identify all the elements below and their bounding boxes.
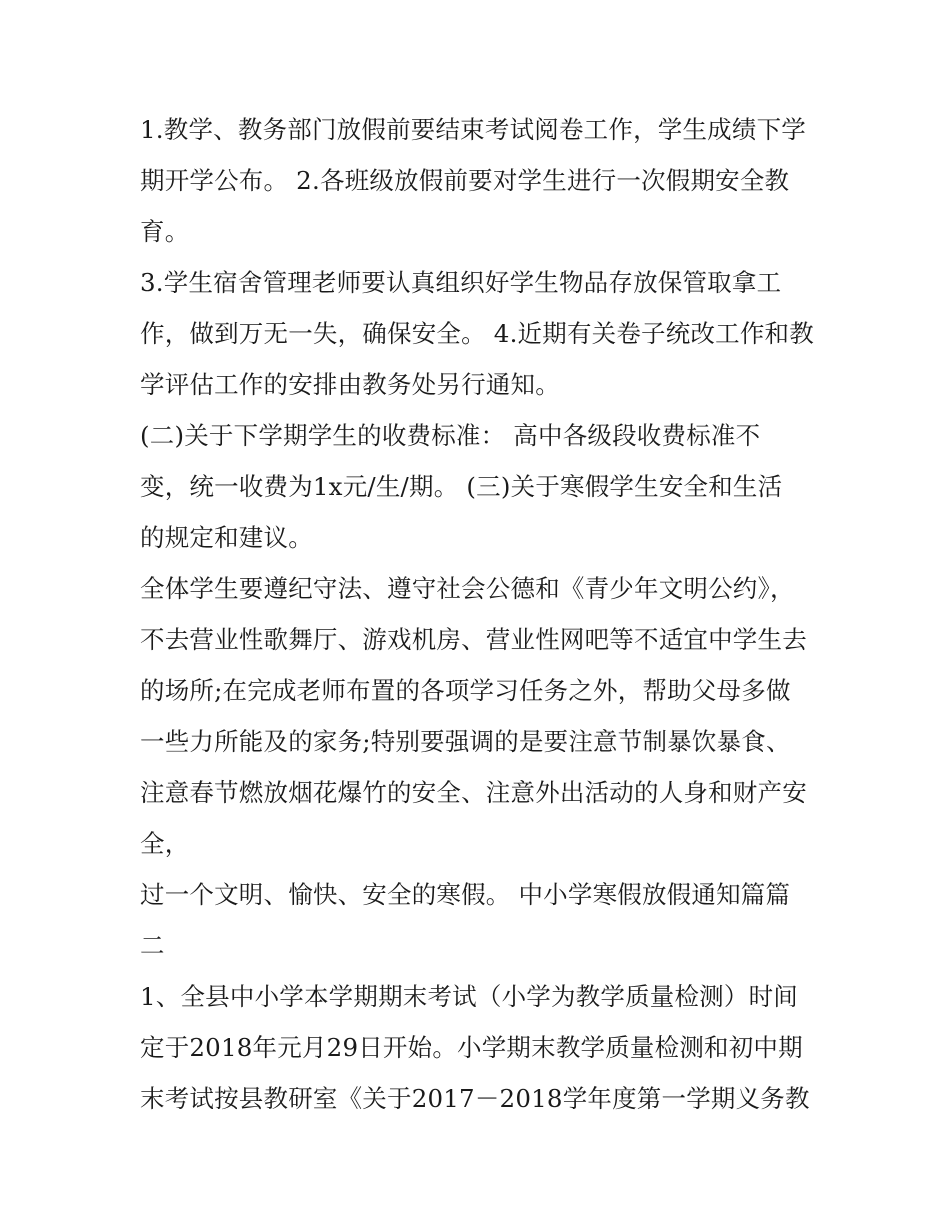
text-line: 不去营业性歌舞厅、游戏机房、营业性网吧等不适宜中学生去 bbox=[140, 625, 807, 654]
text-line: 3.学生宿舍管理老师要认真组织好学生物品存放保管取拿工 bbox=[140, 268, 782, 297]
text-line: (二)关于下学期学生的收费标准： 高中各级段收费标准不 bbox=[140, 421, 761, 450]
text-line: 1.教学、教务部门放假前要结束考试阅卷工作，学生成绩下学 bbox=[140, 115, 806, 144]
document-body bbox=[140, 104, 830, 1124]
text-line: 注意春节燃放烟花爆竹的安全、注意外出活动的人身和财产安 bbox=[140, 778, 807, 807]
text-line: 1、全县中小学本学期期末考试（小学为教学质量检测）时间 bbox=[140, 982, 798, 1011]
text-line: 的规定和建议。 bbox=[140, 523, 313, 552]
text-line: 定于2018年元月29日开始。小学期末教学质量检测和初中期 bbox=[140, 1033, 803, 1062]
text-line: 育。 bbox=[140, 217, 190, 246]
text-line: 作，做到万无一失，确保安全。 4.近期有关卷子统改工作和教 bbox=[140, 319, 814, 348]
text-line: 变，统一收费为1x元/生/期。 (三)关于寒假学生安全和生活 bbox=[140, 472, 783, 501]
text-line: 的场所;在完成老师布置的各项学习任务之外，帮助父母多做 bbox=[140, 676, 791, 705]
text-line: 全体学生要遵纪守法、遵守社会公德和《青少年文明公约》， bbox=[140, 574, 795, 603]
text-line: 全， bbox=[140, 829, 190, 858]
text-line: 末考试按县教研室《关于2017－2018学年度第一学期义务教 bbox=[140, 1084, 810, 1113]
text-line: 二 bbox=[140, 931, 165, 960]
text-line: 期开学公布。 2.各班级放假前要对学生进行一次假期安全教 bbox=[140, 166, 790, 195]
text-line: 过一个文明、愉快、安全的寒假。 中小学寒假放假通知篇篇 bbox=[140, 880, 791, 909]
text-line: 学评估工作的安排由教务处另行通知。 bbox=[140, 370, 560, 399]
text-line: 一些力所能及的家务;特别要强调的是要注意节制暴饮暴食、 bbox=[140, 727, 791, 756]
